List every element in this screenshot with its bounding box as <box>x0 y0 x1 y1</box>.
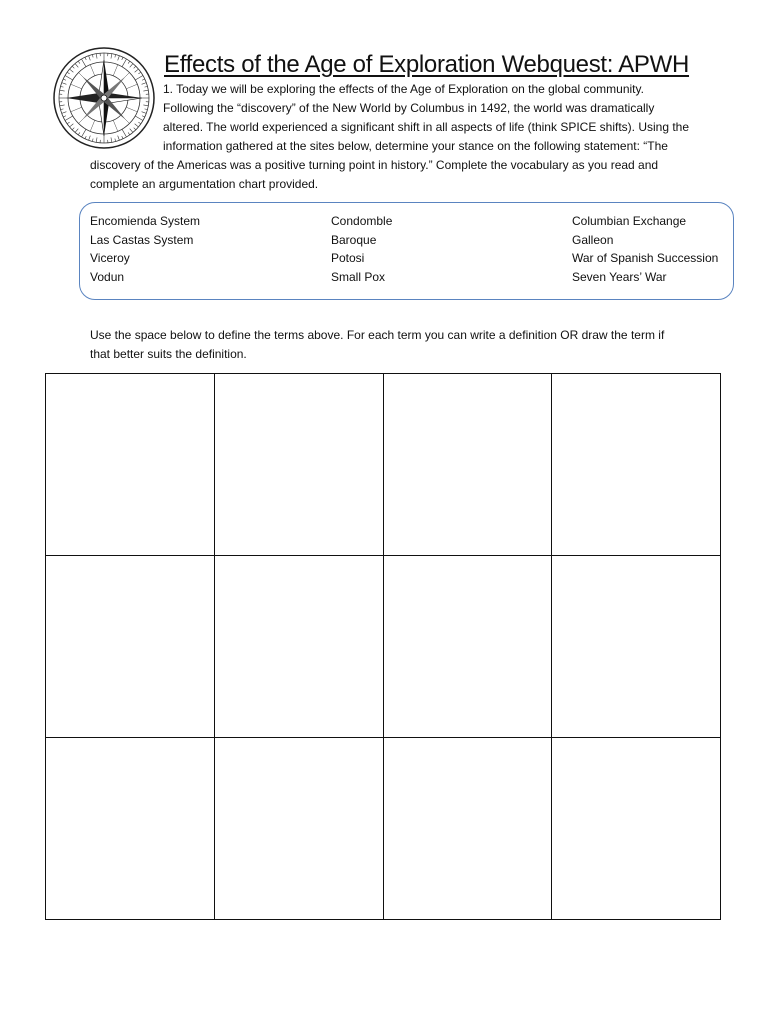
definition-cell[interactable] <box>46 374 215 556</box>
vocab-term: Seven Years’ War <box>572 269 667 284</box>
intro-paragraph <box>90 80 720 194</box>
vocabulary-box <box>79 202 734 300</box>
intro-line: information gathered at the sites below, determine your stance on the following statement: “The <box>163 139 668 153</box>
vocab-term: Viceroy <box>90 251 130 265</box>
definition-cell[interactable] <box>214 556 383 738</box>
vocab-term: Potosi <box>331 251 365 265</box>
vocab-term: Las Castas System <box>90 232 194 247</box>
intro-line: discovery of the Americas was a positive turning point in history.” Complete the vocabulary as you read and <box>90 158 659 172</box>
instructions-line: that better suits the definition. <box>90 347 247 361</box>
grid-row <box>46 738 721 920</box>
vocab-term: Vodun <box>90 269 125 284</box>
definition-cell[interactable] <box>383 374 552 556</box>
definition-cell[interactable] <box>46 738 215 920</box>
vocabulary-column <box>90 212 200 286</box>
intro-line: Following the “discovery” of the New World by Columbus in 1492, the world was dramatically <box>163 101 655 115</box>
intro-line: 1. Today we will be exploring the effects of the Age of Exploration on the global community. <box>163 82 644 96</box>
definition-cell[interactable] <box>214 738 383 920</box>
instructions-line: Use the space below to define the terms above. For each term you can write a definition OR draw the term if <box>90 328 665 342</box>
vocab-term: Galleon <box>572 232 614 247</box>
instructions <box>90 326 730 364</box>
grid-row <box>46 556 721 738</box>
definition-cell[interactable] <box>46 556 215 738</box>
vocab-term: Columbian Exchange <box>572 214 687 228</box>
grid-row <box>46 374 721 556</box>
vocabulary-column <box>331 212 392 286</box>
vocab-term: War of Spanish Succession <box>572 251 719 265</box>
vocab-term: Small Pox <box>331 269 386 284</box>
page-title: Effects of the Age of Exploration Webquest: APWH <box>164 51 690 78</box>
vocabulary-column <box>572 212 718 286</box>
definition-cell[interactable] <box>552 556 721 738</box>
intro-line: altered. The world experienced a significant shift in all aspects of life (think SPICE shifts). Using the <box>163 120 690 134</box>
definition-cell[interactable] <box>383 738 552 920</box>
definition-cell[interactable] <box>552 738 721 920</box>
definition-grid <box>45 373 721 920</box>
intro-line: complete an argumentation chart provided. <box>90 177 319 191</box>
definition-cell[interactable] <box>214 374 383 556</box>
definition-cell[interactable] <box>552 374 721 556</box>
vocab-term: Baroque <box>331 232 377 247</box>
vocab-term: Encomienda System <box>90 214 201 228</box>
definition-cell[interactable] <box>383 556 552 738</box>
vocab-term: Condomble <box>331 214 393 228</box>
